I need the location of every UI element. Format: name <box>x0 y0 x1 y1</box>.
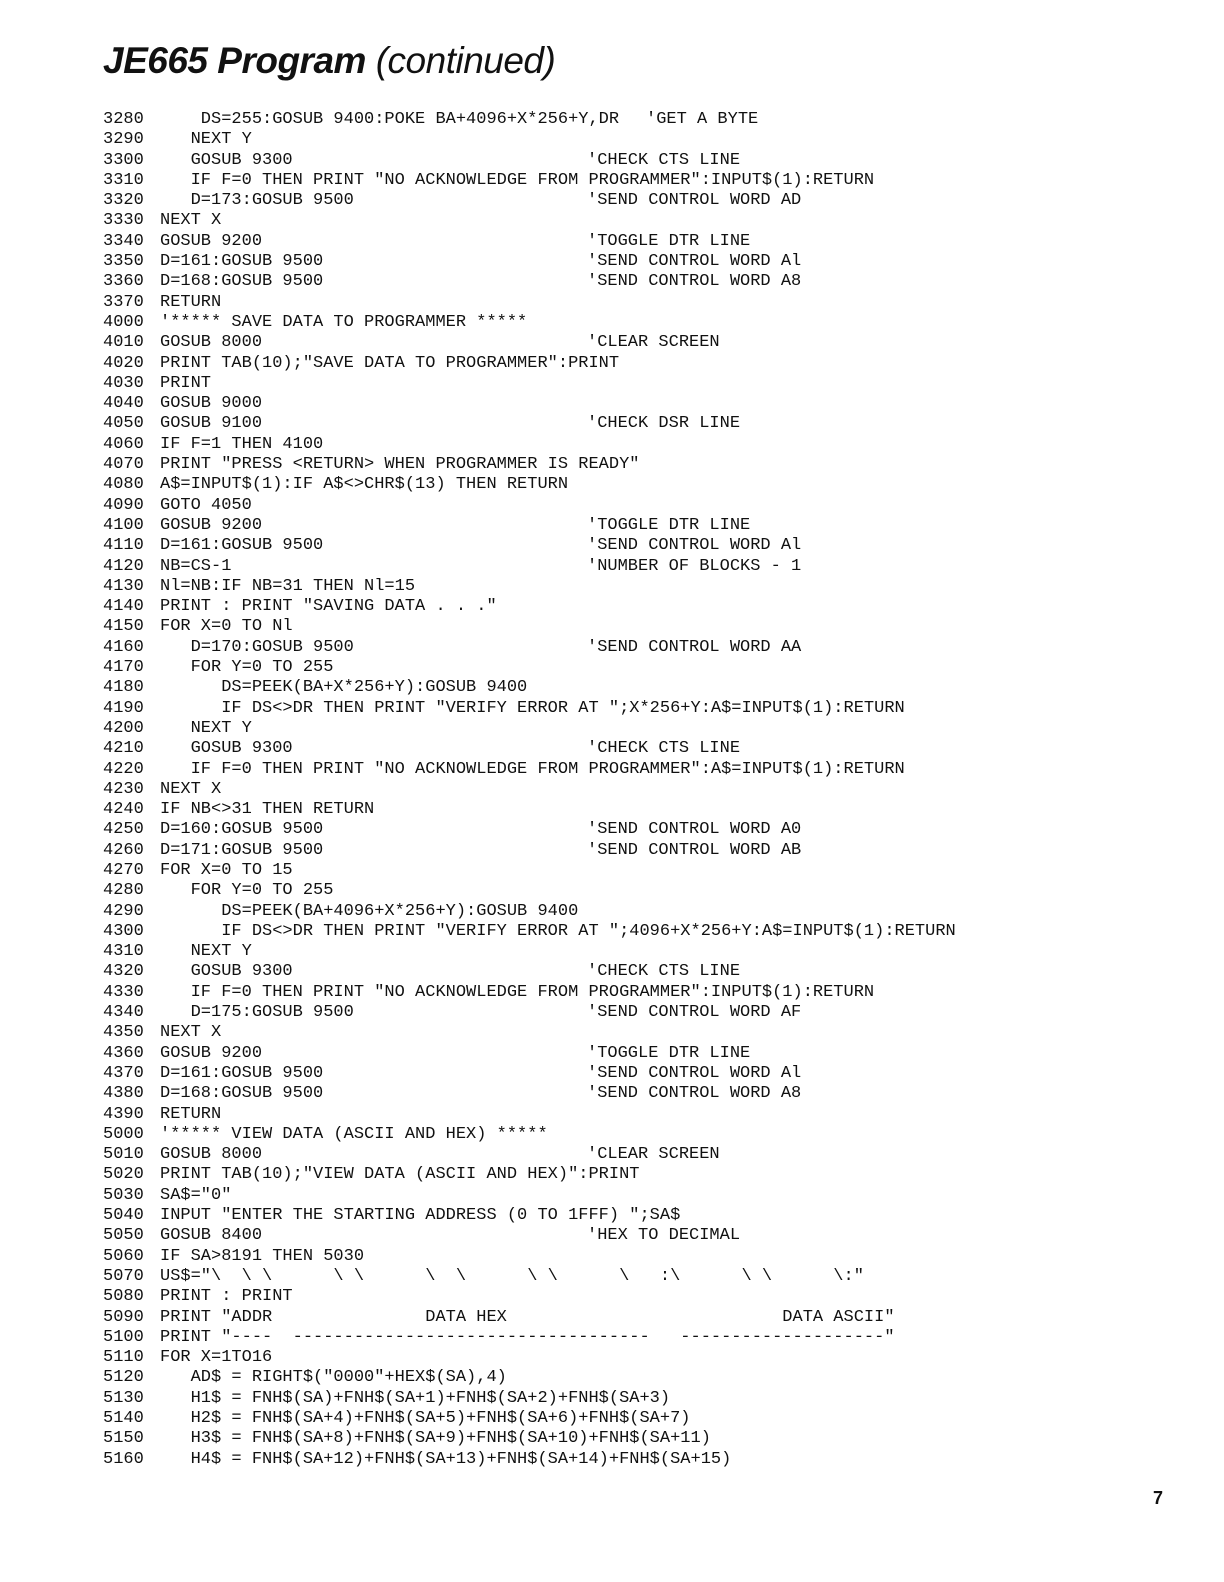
code-line <box>103 333 1213 353</box>
code-line <box>103 1368 1213 1388</box>
code-text: GOSUB 9200 <box>160 515 263 535</box>
code-text: D=168:GOSUB 9500 <box>160 1084 324 1104</box>
code-line <box>103 942 1213 962</box>
line-number: 3330 <box>103 211 144 231</box>
code-comment: 'CHECK CTS LINE <box>587 962 741 982</box>
code-line <box>103 1308 1213 1328</box>
code-text: IF F=0 THEN PRINT "NO ACKNOWLEDGE FROM PROGRAMMER":INPUT$(1):RETURN <box>160 170 875 190</box>
code-text: IF DS<>DR THEN PRINT "VERIFY ERROR AT ";4096+X*256+Y:A$=INPUT$(1):RETURN <box>160 921 956 941</box>
code-line <box>103 151 1213 171</box>
code-text: PRINT "PRESS <RETURN> WHEN PROGRAMMER IS READY" <box>160 455 640 475</box>
line-number: 4340 <box>103 1003 144 1023</box>
code-comment: 'SEND CONTROL WORD A8 <box>587 1084 802 1104</box>
code-comment: 'TOGGLE DTR LINE <box>587 515 751 535</box>
code-text: H2$ = FNH$(SA+4)+FNH$(SA+5)+FNH$(SA+6)+FNH$(SA+7) <box>160 1409 691 1428</box>
code-line <box>103 1145 1213 1165</box>
code-text: PRINT : PRINT "SAVING DATA . . ." <box>160 597 497 617</box>
line-number: 4350 <box>103 1023 144 1043</box>
code-line <box>103 1247 1213 1267</box>
line-number: 4000 <box>103 312 144 332</box>
code-text: PRINT TAB(10);"VIEW DATA (ASCII AND HEX)":PRINT <box>160 1165 640 1185</box>
code-comment: 'SEND CONTROL WORD A8 <box>587 272 802 292</box>
code-line <box>103 171 1213 191</box>
code-line <box>103 902 1213 922</box>
line-number: 4010 <box>103 333 144 353</box>
line-number: 5080 <box>103 1287 144 1307</box>
code-text: '***** VIEW DATA (ASCII AND HEX) ***** <box>160 1124 548 1144</box>
line-number: 4260 <box>103 840 144 860</box>
code-listing <box>103 110 1213 1470</box>
code-text: FOR Y=0 TO 255 <box>160 658 334 678</box>
line-number: 3370 <box>103 292 144 312</box>
line-number: 4110 <box>103 536 144 556</box>
line-number: 4080 <box>103 475 144 495</box>
code-line <box>103 211 1213 231</box>
line-number: 4270 <box>103 860 144 880</box>
line-number: 5120 <box>103 1368 144 1388</box>
line-number: 3310 <box>103 170 144 190</box>
line-number: 4170 <box>103 658 144 678</box>
code-text: PRINT : PRINT <box>160 1287 293 1307</box>
code-comment: 'CHECK CTS LINE <box>587 739 741 759</box>
code-line <box>103 861 1213 881</box>
code-text: PRINT "---- ----------------------------------- --------------------" <box>160 1327 895 1347</box>
code-line <box>103 1429 1213 1449</box>
line-number: 4120 <box>103 556 144 576</box>
code-comment: 'HEX TO DECIMAL <box>587 1226 741 1246</box>
code-line <box>103 1409 1213 1429</box>
code-comment: 'TOGGLE DTR LINE <box>587 1043 751 1063</box>
line-number: 4060 <box>103 434 144 454</box>
code-line <box>103 1206 1213 1226</box>
code-line <box>103 1389 1213 1409</box>
code-text: PRINT "ADDR DATA HEX DATA ASCII" <box>160 1307 895 1327</box>
code-text: FOR X=0 TO 15 <box>160 860 293 880</box>
code-line <box>103 1064 1213 1084</box>
line-number: 4180 <box>103 678 144 698</box>
line-number: 4040 <box>103 394 144 414</box>
code-text: IF NB<>31 THEN RETURN <box>160 800 375 820</box>
line-number: 5150 <box>103 1429 144 1449</box>
code-line <box>103 394 1213 414</box>
code-line <box>103 760 1213 780</box>
line-number: 5000 <box>103 1124 144 1144</box>
line-number: 5030 <box>103 1185 144 1205</box>
line-number: 4210 <box>103 739 144 759</box>
line-number: 4240 <box>103 800 144 820</box>
code-line <box>103 1105 1213 1125</box>
line-number: 4300 <box>103 921 144 941</box>
code-text: AD$ = RIGHT$("0000"+HEX$(SA),4) <box>160 1368 507 1388</box>
code-comment: 'SEND CONTROL WORD AF <box>587 1003 802 1023</box>
line-number: 5010 <box>103 1145 144 1165</box>
line-number: 5160 <box>103 1449 144 1469</box>
code-text: FOR X=1TO16 <box>160 1348 273 1368</box>
code-line <box>103 739 1213 759</box>
code-comment: 'SEND CONTROL WORD Al <box>587 252 802 272</box>
code-text: GOSUB 9200 <box>160 1043 263 1063</box>
line-number: 4050 <box>103 414 144 434</box>
code-text: RETURN <box>160 292 222 312</box>
code-line <box>103 820 1213 840</box>
code-line <box>103 1165 1213 1185</box>
code-comment: 'TOGGLE DTR LINE <box>587 231 751 251</box>
code-text: D=173:GOSUB 9500 <box>160 191 354 211</box>
line-number: 4290 <box>103 901 144 921</box>
code-line <box>103 252 1213 272</box>
code-line <box>103 455 1213 475</box>
code-text: D=175:GOSUB 9500 <box>160 1003 354 1023</box>
code-comment: 'NUMBER OF BLOCKS - 1 <box>587 556 802 576</box>
line-number: 4190 <box>103 698 144 718</box>
code-line <box>103 1084 1213 1104</box>
code-line <box>103 1328 1213 1348</box>
code-text: Nl=NB:IF NB=31 THEN Nl=15 <box>160 576 416 596</box>
code-line <box>103 1226 1213 1246</box>
code-line <box>103 1287 1213 1307</box>
code-line <box>103 1186 1213 1206</box>
code-line <box>103 313 1213 333</box>
code-line <box>103 881 1213 901</box>
code-text: GOSUB 9000 <box>160 394 263 414</box>
page-number: 7 <box>1153 1488 1164 1508</box>
line-number: 3320 <box>103 191 144 211</box>
code-line <box>103 516 1213 536</box>
code-line <box>103 293 1213 313</box>
code-text: RETURN <box>160 1104 222 1124</box>
line-number: 4390 <box>103 1104 144 1124</box>
line-number: 4380 <box>103 1084 144 1104</box>
line-number: 4020 <box>103 353 144 373</box>
code-text: GOSUB 8000 <box>160 333 263 353</box>
code-text: GOSUB 9300 <box>160 739 293 759</box>
code-line <box>103 617 1213 637</box>
code-text: GOTO 4050 <box>160 495 252 515</box>
code-comment: 'SEND CONTROL WORD A0 <box>587 820 802 840</box>
code-text: GOSUB 9300 <box>160 962 293 982</box>
code-text: IF F=1 THEN 4100 <box>160 434 324 454</box>
line-number: 5090 <box>103 1307 144 1327</box>
line-number: 5060 <box>103 1246 144 1266</box>
code-text: H4$ = FNH$(SA+12)+FNH$(SA+13)+FNH$(SA+14)+FNH$(SA+15) <box>160 1449 732 1469</box>
code-text: FOR Y=0 TO 255 <box>160 881 334 901</box>
code-line <box>103 130 1213 150</box>
code-text: D=161:GOSUB 9500 <box>160 1063 324 1083</box>
line-number: 5140 <box>103 1409 144 1428</box>
code-line <box>103 1044 1213 1064</box>
line-number: 3290 <box>103 130 144 150</box>
line-number: 4140 <box>103 597 144 617</box>
code-line <box>103 922 1213 942</box>
code-line <box>103 719 1213 739</box>
code-comment: 'CLEAR SCREEN <box>587 1145 720 1165</box>
code-line <box>103 557 1213 577</box>
code-line <box>103 597 1213 617</box>
code-line <box>103 191 1213 211</box>
line-number: 3300 <box>103 150 144 170</box>
line-number: 3280 <box>103 110 144 129</box>
code-line <box>103 232 1213 252</box>
code-text: NEXT X <box>160 1023 222 1043</box>
line-number: 5110 <box>103 1348 144 1368</box>
code-line <box>103 435 1213 455</box>
line-number: 4310 <box>103 942 144 962</box>
code-text: GOSUB 9300 <box>160 150 293 170</box>
code-line <box>103 699 1213 719</box>
line-number: 4370 <box>103 1063 144 1083</box>
line-number: 4070 <box>103 455 144 475</box>
line-number: 5050 <box>103 1226 144 1246</box>
line-number: 4030 <box>103 373 144 393</box>
line-number: 3350 <box>103 252 144 272</box>
line-number: 4330 <box>103 982 144 1002</box>
code-line <box>103 841 1213 861</box>
code-comment: 'GET A BYTE <box>646 110 759 129</box>
code-line <box>103 962 1213 982</box>
code-text: A$=INPUT$(1):IF A$<>CHR$(13) THEN RETURN <box>160 475 569 495</box>
line-number: 3340 <box>103 231 144 251</box>
code-text: D=160:GOSUB 9500 <box>160 820 324 840</box>
code-line <box>103 110 1213 130</box>
code-text: FOR X=0 TO Nl <box>160 617 293 637</box>
code-text: H3$ = FNH$(SA+8)+FNH$(SA+9)+FNH$(SA+10)+FNH$(SA+11) <box>160 1429 711 1449</box>
code-line <box>103 577 1213 597</box>
code-line <box>103 1450 1213 1470</box>
code-text: DS=255:GOSUB 9400:POKE BA+4096+X*256+Y,DR <box>160 110 660 129</box>
code-line <box>103 496 1213 516</box>
code-comment: 'SEND CONTROL WORD Al <box>587 1063 802 1083</box>
code-text: NB=CS-1 <box>160 556 232 576</box>
line-number: 4360 <box>103 1043 144 1063</box>
line-number: 5100 <box>103 1327 144 1347</box>
code-text: SA$="0" <box>160 1185 232 1205</box>
code-line <box>103 638 1213 658</box>
code-text: NEXT Y <box>160 718 252 738</box>
code-text: INPUT "ENTER THE STARTING ADDRESS (0 TO 1FFF) ";SA$ <box>160 1206 681 1226</box>
code-line <box>103 1003 1213 1023</box>
line-number: 5040 <box>103 1206 144 1226</box>
code-text: GOSUB 9100 <box>160 414 263 434</box>
code-text: GOSUB 8000 <box>160 1145 263 1165</box>
code-text: D=171:GOSUB 9500 <box>160 840 324 860</box>
line-number: 4230 <box>103 779 144 799</box>
code-line <box>103 1348 1213 1368</box>
code-line <box>103 272 1213 292</box>
line-number: 4220 <box>103 759 144 779</box>
code-text: H1$ = FNH$(SA)+FNH$(SA+1)+FNH$(SA+2)+FNH$(SA+3) <box>160 1388 671 1408</box>
code-text: D=161:GOSUB 9500 <box>160 536 324 556</box>
code-text: D=161:GOSUB 9500 <box>160 252 324 272</box>
line-number: 3360 <box>103 272 144 292</box>
line-number: 4160 <box>103 637 144 657</box>
title-subtitle: (continued) <box>375 40 556 81</box>
line-number: 4150 <box>103 617 144 637</box>
code-line <box>103 536 1213 556</box>
code-line <box>103 1267 1213 1287</box>
line-number: 4320 <box>103 962 144 982</box>
code-text: IF SA>8191 THEN 5030 <box>160 1246 365 1266</box>
code-text: GOSUB 8400 <box>160 1226 263 1246</box>
code-text: D=170:GOSUB 9500 <box>160 637 354 657</box>
code-line <box>103 1023 1213 1043</box>
title-main: JE665 Program <box>103 40 366 81</box>
line-number: 4130 <box>103 576 144 596</box>
code-text: DS=PEEK(BA+4096+X*256+Y):GOSUB 9400 <box>160 901 579 921</box>
code-comment: 'SEND CONTROL WORD Al <box>587 536 802 556</box>
code-text: PRINT TAB(10);"SAVE DATA TO PROGRAMMER":PRINT <box>160 353 620 373</box>
code-line <box>103 678 1213 698</box>
code-comment: 'CHECK CTS LINE <box>587 150 741 170</box>
code-comment: 'SEND CONTROL WORD AA <box>587 637 802 657</box>
code-comment: 'SEND CONTROL WORD AB <box>587 840 802 860</box>
code-line <box>103 1125 1213 1145</box>
code-text: NEXT Y <box>160 130 252 150</box>
line-number: 4090 <box>103 495 144 515</box>
code-text: PRINT <box>160 373 212 393</box>
code-text: NEXT X <box>160 779 222 799</box>
page-title <box>103 40 555 82</box>
code-text: US$="\ \ \ \ \ \ \ \ \ \ :\ \ \ \:" <box>160 1266 864 1286</box>
code-text: DS=PEEK(BA+X*256+Y):GOSUB 9400 <box>160 678 528 698</box>
line-number: 5070 <box>103 1266 144 1286</box>
code-line <box>103 475 1213 495</box>
line-number: 4280 <box>103 881 144 901</box>
code-line <box>103 354 1213 374</box>
line-number: 4200 <box>103 718 144 738</box>
code-comment: 'CLEAR SCREEN <box>587 333 720 353</box>
code-line <box>103 374 1213 394</box>
code-comment: 'CHECK DSR LINE <box>587 414 741 434</box>
line-number: 5130 <box>103 1388 144 1408</box>
line-number: 4100 <box>103 515 144 535</box>
code-line <box>103 780 1213 800</box>
line-number: 5020 <box>103 1165 144 1185</box>
code-text: IF DS<>DR THEN PRINT "VERIFY ERROR AT ";X*256+Y:A$=INPUT$(1):RETURN <box>160 698 905 718</box>
code-text: NEXT Y <box>160 942 252 962</box>
code-text: D=168:GOSUB 9500 <box>160 272 324 292</box>
line-number: 4250 <box>103 820 144 840</box>
code-line <box>103 414 1213 434</box>
code-line <box>103 983 1213 1003</box>
code-line <box>103 800 1213 820</box>
code-line <box>103 658 1213 678</box>
code-text: IF F=0 THEN PRINT "NO ACKNOWLEDGE FROM PROGRAMMER":A$=INPUT$(1):RETURN <box>160 759 905 779</box>
code-text: '***** SAVE DATA TO PROGRAMMER ***** <box>160 312 528 332</box>
code-text: NEXT X <box>160 211 222 231</box>
code-text: GOSUB 9200 <box>160 231 263 251</box>
code-text: IF F=0 THEN PRINT "NO ACKNOWLEDGE FROM PROGRAMMER":INPUT$(1):RETURN <box>160 982 875 1002</box>
code-comment: 'SEND CONTROL WORD AD <box>587 191 802 211</box>
